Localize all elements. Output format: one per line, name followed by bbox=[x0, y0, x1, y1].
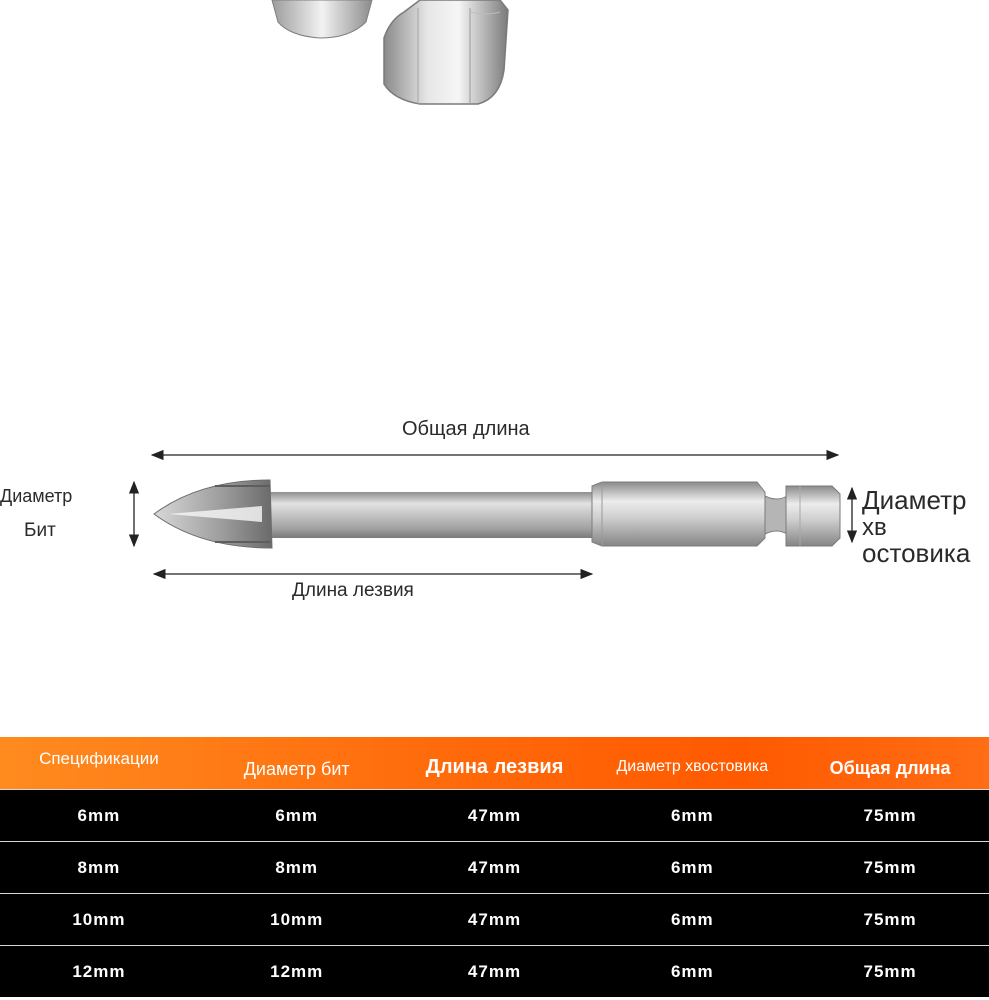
table-cell: 12mm bbox=[270, 961, 324, 981]
table-cell: 6mm bbox=[670, 909, 714, 929]
table-cell: 75mm bbox=[863, 909, 917, 929]
table-row bbox=[0, 841, 989, 893]
shank-diameter-label-line3: остовика bbox=[862, 538, 971, 568]
table-cell: 6mm bbox=[77, 805, 121, 825]
table-cell: 6mm bbox=[670, 961, 714, 981]
table-cell: 75mm bbox=[863, 857, 917, 877]
table-cell: 8mm bbox=[275, 857, 319, 877]
table-cell: 47mm bbox=[467, 805, 522, 825]
header-total-length: Общая длина bbox=[829, 757, 951, 778]
spec-table bbox=[0, 737, 989, 997]
blade-length-label: Длина лезвия bbox=[292, 580, 414, 601]
bit-diameter-label-line1: Диаметр bbox=[0, 486, 73, 506]
drill-bit-diagram bbox=[0, 440, 989, 590]
header-bit-diameter: Диаметр бит bbox=[243, 758, 350, 779]
table-cell: 10mm bbox=[72, 909, 126, 929]
bit-diameter-label-line2: Бит bbox=[24, 520, 56, 541]
table-cell: 47mm bbox=[467, 857, 522, 877]
shank-diameter-label-line1: Диаметр bbox=[862, 485, 967, 515]
header-shank-diameter: Диаметр хвостовика bbox=[616, 758, 769, 775]
table-cell: 47mm bbox=[467, 961, 522, 981]
table-row bbox=[0, 893, 989, 945]
shank-diameter-label-line2: хв bbox=[862, 514, 887, 541]
table-header-row bbox=[0, 737, 989, 789]
table-cell: 8mm bbox=[77, 857, 121, 877]
total-length-label: Общая длина bbox=[402, 418, 530, 440]
table-cell: 6mm bbox=[670, 857, 714, 877]
table-row bbox=[0, 945, 989, 997]
table-cell: 75mm bbox=[863, 961, 917, 981]
table-cell: 10mm bbox=[270, 909, 324, 929]
table-cell: 6mm bbox=[670, 805, 714, 825]
header-blade-length: Длина лезвия bbox=[425, 755, 564, 778]
table-cell: 47mm bbox=[467, 909, 522, 929]
table-cell: 12mm bbox=[72, 961, 126, 981]
table-row bbox=[0, 789, 989, 841]
table-cell: 6mm bbox=[275, 805, 319, 825]
product-photo-shanks bbox=[0, 0, 989, 120]
table-cell: 75mm bbox=[863, 805, 917, 825]
header-spec: Спецификации bbox=[39, 749, 159, 768]
